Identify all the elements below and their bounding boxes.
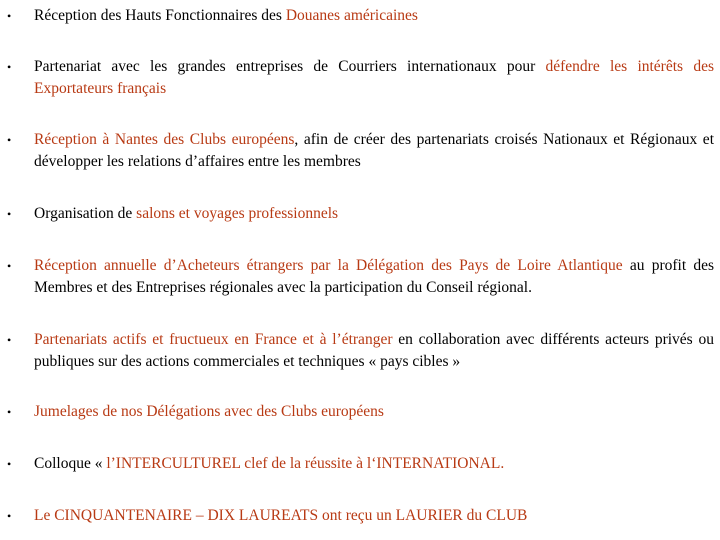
bullet-icon: • (7, 509, 12, 523)
highlighted-text-segment: défendre les intérêts des Exportateurs français (34, 58, 714, 97)
bullet-icon: • (7, 207, 12, 221)
highlighted-text-segment: Jumelages de nos Délégations avec des Clubs européens (34, 403, 384, 420)
list-item-text (34, 56, 714, 100)
text-segment: , afin de créer des partenariats croisés Nationaux et Régionaux et développer les relations d’affaires entre les membres (34, 131, 714, 170)
highlighted-text-segment: Le CINQUANTENAIRE – DIX LAUREATS ont reçu un LAURIER du CLUB (34, 507, 528, 524)
bullet-icon: • (7, 405, 12, 419)
text-segment: Réception des Hauts Fonctionnaires des (34, 7, 286, 24)
list-item-text (34, 329, 714, 373)
list-item-text (34, 129, 714, 173)
highlighted-text-segment: salons et voyages professionnels (136, 205, 339, 222)
list-item-text (34, 255, 714, 299)
text-segment: en collaboration avec différents acteurs privés ou publiques sur des actions commerciales et techniques « pays cibles » (34, 331, 714, 370)
text-segment: au profit des Membres et des Entreprises régionales avec la participation du Conseil régional. (34, 257, 715, 296)
highlighted-text-segment: Partenariats actifs et fructueux en France et à l’étranger (34, 331, 393, 348)
highlighted-text-segment: l’INTERCULTUREL clef de la réussite à l‘INTERNATIONAL. (106, 455, 505, 472)
bullet-icon: • (7, 133, 12, 147)
highlighted-text-segment: Douanes américaines (285, 7, 418, 24)
text-segment: Organisation de (34, 205, 137, 222)
bullet-icon: • (7, 9, 12, 23)
bullet-icon: • (7, 333, 12, 347)
list-item-text (34, 5, 714, 27)
highlighted-text-segment: Réception annuelle d’Acheteurs étrangers par la Délégation des Pays de Loire Atlantique (34, 257, 623, 274)
list-item-text (34, 203, 714, 225)
bullet-icon: • (7, 259, 12, 273)
text-segment: Partenariat avec les grandes entreprises de Courriers internationaux pour (34, 58, 546, 75)
list-item-text (34, 505, 714, 527)
list-item-text (34, 401, 714, 423)
bullet-icon: • (7, 60, 12, 74)
highlighted-text-segment: Réception à Nantes des Clubs européens (34, 131, 295, 148)
text-segment: Colloque « (34, 455, 107, 472)
bullet-icon: • (7, 457, 12, 471)
list-item-text (34, 453, 714, 475)
